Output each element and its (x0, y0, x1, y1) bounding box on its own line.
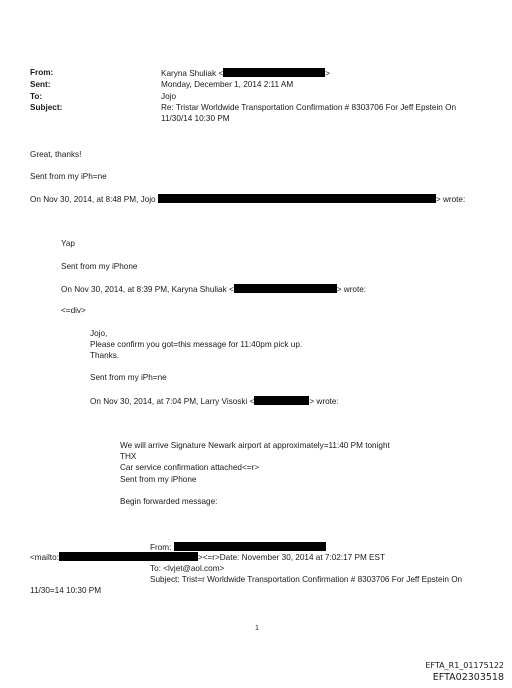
quote2-line-5-prefix: On Nov 30, 2014, at 7:04 PM, Larry Visoski < (90, 397, 255, 406)
quote2-line-5 (90, 396, 339, 407)
to-value: Jojo (161, 92, 177, 101)
quote1-line-3 (61, 284, 366, 295)
quote1-line-2: Sent from my iPhone (61, 262, 138, 271)
redaction-bar (158, 194, 436, 203)
quote3-line-5: Begin forwarded message: (120, 497, 218, 506)
footer-id-1: EFTA_R1_01175122 (425, 661, 504, 670)
body-line-3-suffix: > wrote: (435, 195, 466, 204)
redaction-bar (59, 552, 198, 561)
body-line-3 (30, 194, 465, 205)
forwarded-subject-cont: 11/30=14 10:30 PM (30, 586, 102, 595)
forwarded-from-label: From: (150, 543, 172, 552)
quote3-line-4: Sent from my iPhone (120, 475, 197, 484)
quote2-line-4: Sent from my iPh=ne (90, 373, 167, 382)
body-line-1: Great, thanks! (30, 150, 82, 159)
to-label: To: (30, 92, 43, 101)
from-label: From: (30, 68, 54, 77)
forwarded-date: ><=r>Date: November 30, 2014 at 7:02:17 PM EST (197, 553, 385, 562)
from-suffix: > (325, 69, 330, 78)
quote2-line-5-suffix: > wrote: (309, 397, 339, 406)
subject-label: Subject: (30, 103, 63, 112)
quote1-line-3-prefix: On Nov 30, 2014, at 8:39 PM, Karyna Shuliak < (61, 285, 234, 294)
forwarded-mailto-prefix: <mailto: (30, 553, 59, 562)
from-value (161, 68, 330, 79)
quote3-line-1: We will arrive Signature Newark airport at approximately=11:40 PM tonight (120, 441, 390, 450)
forwarded-to: To: <lvjet@aol.com> (150, 564, 225, 573)
forwarded-mailto-line (30, 552, 385, 563)
redaction-bar (174, 542, 326, 551)
quote1-line-1: Yap (61, 239, 75, 248)
quote2-line-2: Please confirm you got=this message for 11:40pm pick up. (90, 340, 303, 349)
footer-id-2: EFTA02303518 (432, 672, 504, 683)
redaction-bar (254, 396, 309, 405)
quote1-line-3-suffix: > wrote: (336, 285, 367, 294)
redaction-bar (223, 68, 325, 77)
quote3-line-2: THX (120, 452, 137, 461)
subject-line-1: Re: Tristar Worldwide Transportation Confirmation # 8303706 For Jeff Epstein On (161, 103, 457, 112)
sent-value: Monday, December 1, 2014 2:11 AM (161, 80, 294, 89)
quote2-line-1: Jojo, (90, 329, 108, 338)
from-name: Karyna Shuliak < (161, 69, 224, 78)
sent-label: Sent: (30, 80, 51, 89)
quote3-line-3: Car service confirmation attached<=r> (120, 463, 260, 472)
body-line-2: Sent from my iPh=ne (30, 172, 107, 181)
subject-line-2: 11/30/14 10:30 PM (161, 114, 230, 123)
quote2-line-3: Thanks. (90, 351, 120, 360)
quote1-line-4: <=div> (61, 306, 86, 315)
redaction-bar (234, 284, 337, 293)
page-number: 1 (255, 625, 259, 632)
forwarded-subject: Subject: Trist=r Worldwide Transportation Confirmation # 8303706 For Jeff Epstein On (150, 575, 463, 584)
body-line-3-prefix: On Nov 30, 2014, at 8:48 PM, Jojo (30, 195, 156, 204)
